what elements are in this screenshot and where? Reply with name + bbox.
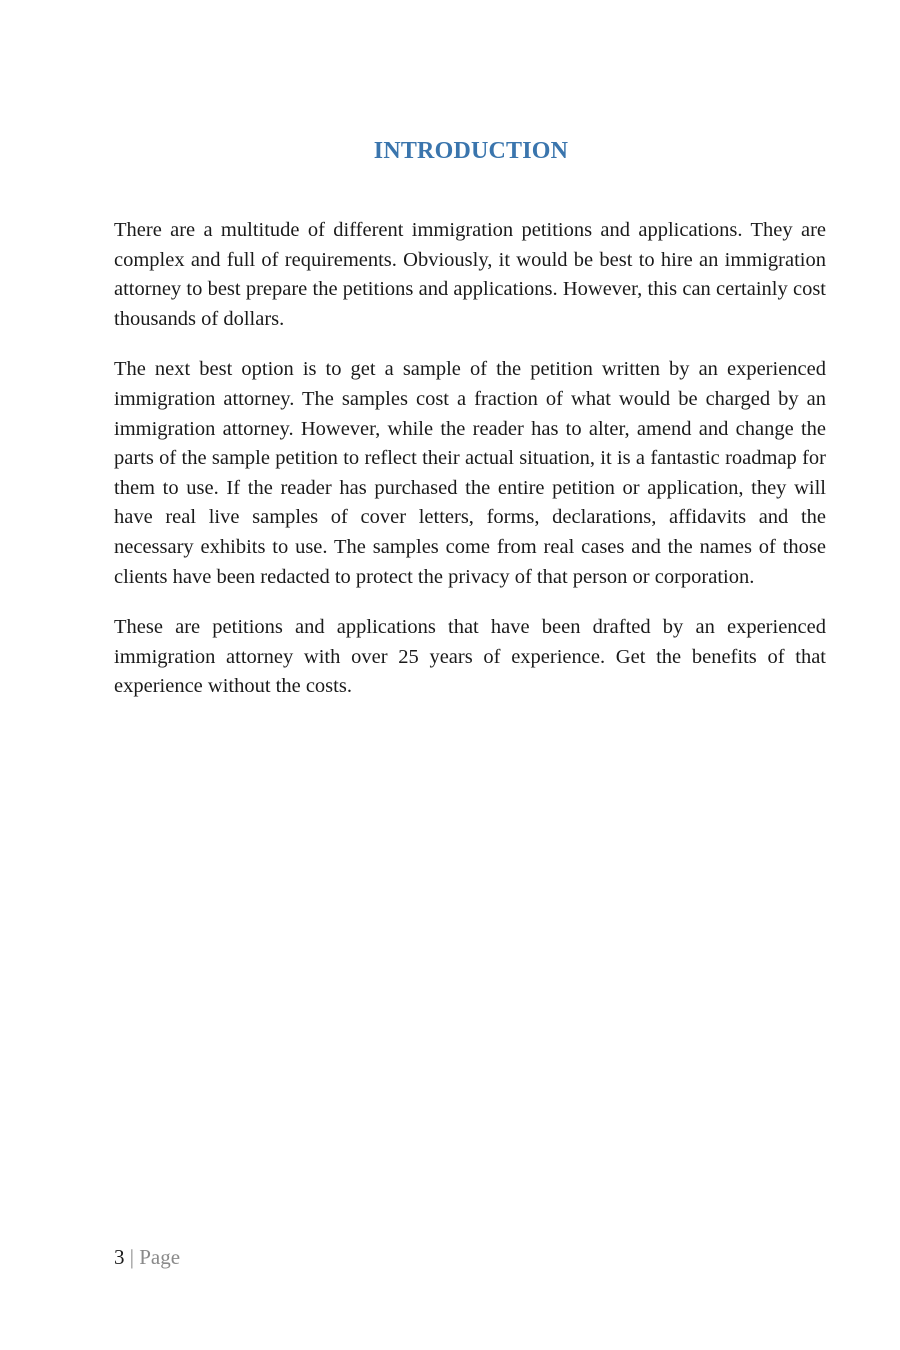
paragraph-1: There are a multitude of different immigration petitions and applications. They are complex and full of requirements. Obviously, it would be best to hire an immigration attorney to best prepare the petitions and applications. However, this can certainly cost thousands of dollars. <box>114 219 826 330</box>
footer-separator: | <box>129 1245 134 1269</box>
body-text <box>114 216 826 723</box>
page-footer <box>114 1245 180 1270</box>
page-title: INTRODUCTION <box>373 138 569 164</box>
paragraph-2: The next best option is to get a sample of the petition written by an experienced immigration attorney. The samples cost a fraction of what would be charged by an immigration attorney. However, while the reader has to alter, amend and change the parts of the sample petition to reflect their actual situation, it is a fantastic roadmap for them to use. If the reader has purchased the entire petition or application, they will have real live samples of cover letters, forms, declarations, affidavits and the necessary exhibits to use. The samples come from real cases and the names of those clients have been redacted to protect the privacy of that person or corporation. <box>114 358 826 588</box>
footer-page-label: Page <box>139 1245 181 1269</box>
page-number: 3 <box>114 1245 125 1269</box>
paragraph-3: These are petitions and applications that have been drafted by an experienced immigration attorney with over 25 years of experience. Get the benefits of that experience without the costs. <box>114 616 826 698</box>
